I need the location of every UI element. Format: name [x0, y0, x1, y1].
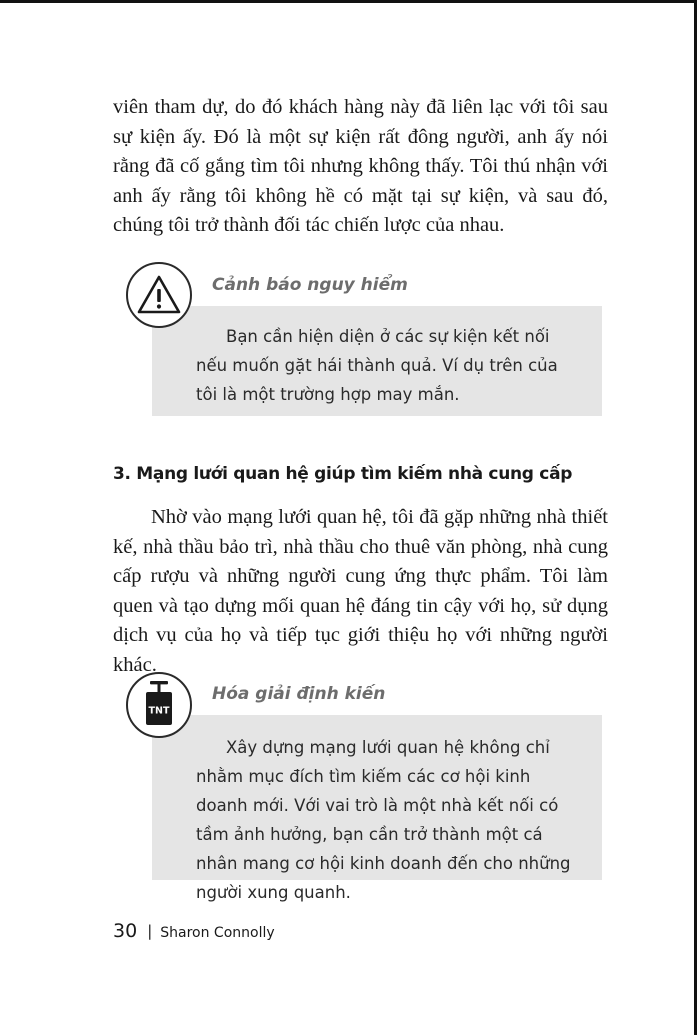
tnt-detonator-icon — [126, 672, 192, 738]
body-paragraph-2: Nhờ vào mạng lưới quan hệ, tôi đã gặp những nhà thiết kế, nhà thầu bảo trì, nhà thầu cho thuê văn phòng, nhà cung cấp rượu và những người cung ứng thực phẩm. Tôi làm quen và tạo dựng mối quan hệ đáng tin cậy với họ, sử dụng dịch vụ của họ và tiếp tục giới thiệu họ với những người khác. — [113, 506, 608, 676]
myth-callout-title: Hóa giải định kiến — [212, 684, 386, 704]
warning-callout-box — [152, 306, 602, 416]
body-paragraph-1: viên tham dự, do đó khách hàng này đã liên lạc với tôi sau sự kiện ấy. Đó là một sự kiện rất đông người, anh ấy nói rằng đã cố gắng tìm tôi nhưng không thấy. Tôi thú nhận với anh ấy rằng tôi không hề có mặt tại sự kiện, và sau đó, chúng tôi trở thành đối tác chiến lược của nhau. — [113, 96, 608, 236]
footer-separator: | — [147, 922, 153, 940]
myth-callout-text: Xây dựng mạng lưới quan hệ không chỉ nhằm mục đích tìm kiếm các cơ hội kinh doanh mới. Với vai trò là một nhà kết nối có tầm ảnh hưởng, bạn cần trở thành một cá nhân mang cơ hội kinh doanh đến cho những người xung quanh. — [196, 738, 571, 902]
section-heading: 3. Mạng lưới quan hệ giúp tìm kiếm nhà cung cấp — [113, 464, 573, 484]
page-footer — [113, 920, 275, 942]
warning-triangle-icon — [126, 262, 192, 328]
page-number: 30 — [113, 920, 138, 942]
tnt-label: TNT — [148, 705, 170, 717]
warning-callout-text: Bạn cần hiện diện ở các sự kiện kết nối nếu muốn gặt hái thành quả. Ví dụ trên của tôi là một trường hợp may mắn. — [196, 327, 558, 404]
footer-author: Sharon Connolly — [160, 925, 275, 941]
myth-callout-box — [152, 715, 602, 902]
warning-callout-title: Cảnh báo nguy hiểm — [212, 275, 408, 295]
